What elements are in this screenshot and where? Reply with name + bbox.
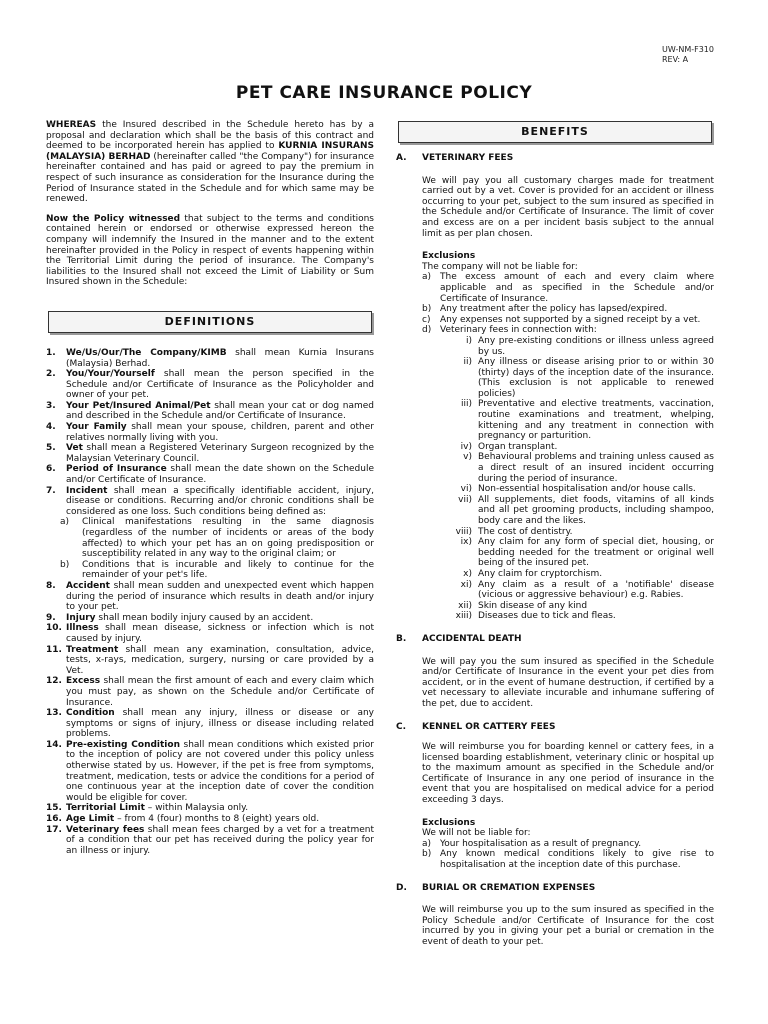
- definition-term: Excess: [66, 676, 101, 687]
- definition-meaning: shall mean your spouse, children, parent and other relatives normally living with you.: [66, 422, 374, 443]
- revision: REV: A: [662, 55, 689, 64]
- exclusions-c-intro: We will not be liable for:: [422, 828, 531, 839]
- exclusion-item-text: Veterinary fees in connection with:: [440, 325, 597, 336]
- exclusion-roman-item: [422, 336, 714, 357]
- definition-text: [66, 486, 374, 518]
- exclusion-roman-item-text: Skin disease of any kind: [478, 600, 588, 611]
- exclusions-a-list: [422, 272, 714, 336]
- definition-term: Vet: [66, 443, 83, 454]
- exclusion-item-number: d): [422, 325, 432, 336]
- section-a-body: We will pay you all customary charges made for treatment carried out by a vet. Cover is provided for an accident or illness occurring to your pet, subject to the sum insured as specified in the Schedule and/or Certificate of Insurance. The limit of cover and excess are on a per incident basis subject to the annual limit as per plan chosen.: [422, 175, 714, 239]
- definitions-list-continued: [46, 581, 374, 856]
- form-code: UW-NM-F310: [662, 45, 714, 54]
- exclusion-roman-item: [422, 442, 714, 453]
- definition-number: 12.: [46, 676, 62, 687]
- exclusion-roman-item-number: xi): [460, 579, 472, 590]
- exclusion-roman-item: [422, 399, 714, 441]
- incident-sub-number: b): [60, 559, 70, 570]
- section-b-body: We will pay you the sum insured as specified in the Schedule and/or Certificate of Insurance in the event your pet dies from accident, or in the event of humane destruction, if certified by a vet necessary to alleviate incurable and inhumane suffering of the pet, due to accident.: [422, 656, 714, 709]
- exclusion-item: [422, 315, 714, 326]
- exclusion-roman-item-text: Any claim for any form of special diet, housing, or bedding needed for the treatment or original well being of the insured pet.: [478, 537, 714, 569]
- definition-text: [66, 369, 374, 401]
- definition-term: Condition: [66, 708, 115, 719]
- exclusion-roman-item-text: Behavioural problems and training unless caused as a direct result of an insured incident occurring during the period of insurance.: [478, 452, 714, 484]
- exclusion-roman-item-number: v): [463, 452, 472, 463]
- definition-text: [66, 581, 374, 613]
- company-name: KURNIA INSURANS (MALAYSIA) BERHAD: [46, 141, 374, 162]
- kennel-exclusion-item-number: a): [422, 838, 432, 849]
- exclusion-roman-item-number: i): [465, 335, 472, 346]
- definition-meaning: shall mean bodily injury caused by an accident.: [95, 612, 314, 623]
- exclusion-roman-item-text: All supplements, diet foods, vitamins of all kinds and all pet grooming products, including shampoo, body care and the likes.: [478, 494, 714, 526]
- exclusion-item-text: The excess amount of each and every claim where applicable and as specified in the Schedule and/or Certificate of Insurance.: [440, 272, 714, 304]
- incident-sub-item: [60, 560, 374, 581]
- section-c-exclusions: [396, 818, 714, 871]
- definition-text: [66, 443, 374, 464]
- section-d-body: We will reimburse you up to the sum insured as specified in the Policy Schedule and/or Certificate of Insurance for the cost incurred by you in giving your pet a burial or cremation in the event of death to your pet.: [422, 905, 714, 947]
- section-b-title: ACCIDENTAL DEATH: [422, 633, 522, 644]
- definition-number: 6.: [46, 464, 56, 475]
- definition-number: 15.: [46, 803, 62, 814]
- definition-meaning: shall mean the date shown on the Schedule and/or Certificate of Insurance.: [66, 464, 375, 486]
- section-c-heading: [396, 722, 714, 733]
- definition-number: 5.: [46, 443, 56, 454]
- right-column: [396, 120, 714, 948]
- definition-text: [66, 803, 374, 814]
- definition-meaning: shall mean your cat or dog named and described in the Schedule and/or Certificate of Insurance.: [66, 400, 374, 422]
- definition-item: [46, 486, 374, 518]
- definition-number: 11.: [46, 644, 62, 655]
- definition-item: [46, 708, 374, 740]
- kennel-exclusion-item-text: Your hospitalisation as a result of pregnancy.: [440, 838, 642, 849]
- definition-term: Accident: [66, 580, 110, 591]
- exclusions-c-heading: Exclusions: [422, 817, 476, 828]
- exclusion-item: [422, 304, 714, 315]
- definition-meaning: shall mean Kurnia Insurans (Malaysia) Berhad.: [66, 347, 374, 369]
- incident-sub-text: Conditions that is incurable and likely to continue for the remainder of your pet's life.: [82, 559, 374, 581]
- kennel-exclusion-item-number: b): [422, 849, 432, 860]
- definition-number: 1.: [46, 347, 56, 358]
- exclusion-roman-item: [422, 537, 714, 569]
- exclusion-roman-item-text: Any illness or disease arising prior to or within 30 (thirty) days of the inception date of the insurance. (This exclusion is not applicable to renewed policies): [478, 357, 714, 399]
- definition-term: Injury: [66, 612, 96, 623]
- exclusion-roman-item: [422, 357, 714, 399]
- definition-item: [46, 814, 374, 825]
- section-a-heading: [396, 153, 714, 164]
- definition-item: [46, 422, 374, 443]
- definition-term: We/Us/Our/The Company/KIMB: [66, 347, 227, 358]
- exclusion-roman-item-number: x): [463, 568, 472, 579]
- definition-text: [66, 401, 374, 422]
- definition-item: [46, 401, 374, 422]
- definition-text: [66, 825, 374, 857]
- definition-number: 9.: [46, 612, 56, 623]
- definition-item: [46, 348, 374, 369]
- definition-term: Incident: [66, 485, 108, 496]
- definition-term: Period of Insurance: [66, 464, 167, 475]
- definition-number: 8.: [46, 580, 56, 591]
- exclusion-item-number: a): [422, 272, 432, 283]
- exclusion-roman-item: [422, 569, 714, 580]
- exclusions-c-list: [422, 839, 714, 871]
- definition-meaning: – within Malaysia only.: [144, 803, 249, 814]
- definition-term: Veterinary fees: [66, 824, 145, 835]
- preamble-witnessed: [46, 214, 374, 288]
- section-a-exclusions: [396, 251, 714, 622]
- definition-text: [66, 464, 374, 485]
- whereas-label: WHEREAS: [46, 120, 97, 130]
- definition-meaning: shall mean any examination, consultation, advice, tests, x-rays, medication, surgery, nursing or care provided by a Vet.: [66, 644, 374, 676]
- section-d-title: BURIAL OR CREMATION EXPENSES: [422, 882, 596, 893]
- definition-item: [46, 613, 374, 624]
- definitions-list: [46, 348, 374, 518]
- exclusions-a-roman-list: [422, 336, 714, 622]
- definition-term: Treatment: [66, 644, 119, 655]
- definition-meaning: shall mean the first amount of each and every claim which you must pay, as shown on the Schedule and/or Certificate of Insurance.: [66, 676, 374, 708]
- definition-meaning: shall mean fees charged by a vet for a treatment of a condition that our pet has received during the policy year for an illness or injury.: [66, 824, 374, 856]
- exclusion-roman-item-text: Any pre-existing conditions or illness unless agreed by us.: [478, 335, 714, 357]
- definition-number: 16.: [46, 814, 62, 825]
- definitions-heading: DEFINITIONS: [48, 311, 372, 333]
- definition-meaning: shall mean the person specified in the Schedule and/or Certificate of Insurance as the Policyholder and owner of your pet.: [66, 369, 374, 401]
- exclusion-roman-item-text: Organ transplant.: [478, 441, 558, 452]
- definition-text: [66, 814, 374, 825]
- definition-term: Age Limit: [66, 814, 115, 825]
- exclusion-roman-item: [422, 527, 714, 538]
- exclusion-roman-item-text: Non-essential hospitalisation and/or house calls.: [478, 484, 696, 495]
- definition-number: 4.: [46, 422, 56, 433]
- section-b-number: B.: [396, 633, 407, 644]
- section-c-body: We will reimburse you for boarding kennel or cattery fees, in a licensed boarding establishment, veterinary clinic or hospital up to the maximum amount as specified in the Schedule and/or Certificate of Insurance in any one period of insurance in the event that you are hospitalised on medical advice for a period exceeding 3 days.: [422, 742, 714, 806]
- definition-number: 2.: [46, 369, 56, 380]
- exclusion-item: [422, 272, 714, 304]
- section-d-heading: [396, 883, 714, 894]
- exclusions-a-heading: Exclusions: [422, 251, 476, 262]
- section-a-number: A.: [396, 153, 407, 163]
- whereas-text: the Insured described in the Schedule hereto has by a proposal and declaration which shall be the basis of this contract and deemed to be incorporated herein has applied to: [46, 120, 374, 152]
- exclusion-roman-item-number: ix): [460, 537, 472, 548]
- benefits-heading: BENEFITS: [398, 121, 712, 143]
- definition-number: 17.: [46, 824, 62, 835]
- incident-sub-item: [60, 517, 374, 559]
- definition-term: Territorial Limit: [66, 803, 145, 814]
- definition-meaning: shall mean conditions which existed prior to the inception of policy are not covered under this policy unless otherwise stated by us. However, if the pet is free from symptoms, treatment, medication, tests or advice the conditions for a period of one continuous year at the inception date of cover the condition would be eligible for cover.: [66, 739, 374, 803]
- exclusion-roman-item-text: Any claim as a result of a 'notifiable' disease (vicious or aggressive behaviour) e.g. Rabies.: [478, 579, 714, 601]
- definition-item: [46, 825, 374, 857]
- definition-item: [46, 803, 374, 814]
- definition-item: [46, 623, 374, 644]
- exclusion-roman-item-number: xiii): [455, 611, 472, 622]
- exclusion-roman-item: [422, 601, 714, 612]
- exclusion-roman-item-text: Preventative and elective treatments, vaccination, routine examinations and treatment, whelping, kittening and any treatment in connection with pregnancy or parturition.: [478, 399, 714, 442]
- exclusion-roman-item: [422, 580, 714, 601]
- definition-item: [46, 464, 374, 485]
- exclusion-roman-item-text: The cost of dentistry.: [478, 526, 573, 537]
- exclusions-a-intro: The company will not be liable for:: [422, 261, 578, 272]
- definition-term: Pre-existing Condition: [66, 739, 180, 750]
- definition-text: [66, 613, 374, 624]
- exclusion-item-text: Any expenses not supported by a signed receipt by a vet.: [440, 314, 701, 325]
- exclusion-item-number: b): [422, 304, 432, 315]
- exclusion-roman-item: [422, 495, 714, 527]
- definition-item: [46, 443, 374, 464]
- definition-text: [66, 623, 374, 644]
- definition-number: 13.: [46, 708, 62, 719]
- incident-sublist: [46, 517, 374, 581]
- left-column: [46, 120, 374, 856]
- exclusion-roman-item-number: viii): [455, 526, 472, 537]
- definition-item: [46, 369, 374, 401]
- exclusion-roman-item-number: iii): [460, 399, 472, 410]
- incident-sub-number: a): [60, 517, 70, 528]
- whereas-text-2: (hereinafter called "the Company") for insurance hereinafter contained and has paid or agreed to pay the premium in respect of such insurance as consideration for the Insurance during the Period of Insurance stated in the Schedule and for which same may be renewed.: [46, 151, 375, 205]
- definition-meaning: – from 4 (four) months to 8 (eight) years old.: [114, 814, 320, 825]
- exclusion-roman-item-number: vi): [460, 484, 472, 495]
- exclusion-roman-item-number: vii): [458, 494, 472, 505]
- section-c-number: C.: [396, 721, 407, 732]
- witnessed-text: that subject to the terms and conditions contained herein or endorsed or otherwise expressed hereon the company will indemnify the Insured in the manner and to the extent hereinafter provided in the Policy in respect of events happening within the Territorial Limit during the period of insurance. The Company's liabilities to the Insured shall not exceed the Limit of Liability or Sum Insured shown in the Schedule:: [46, 213, 375, 288]
- definition-number: 3.: [46, 400, 56, 411]
- definition-term: You/Your/Yourself: [66, 369, 155, 380]
- page-title: PET CARE INSURANCE POLICY: [235, 83, 533, 103]
- incident-sub-text: Clinical manifestations resulting in the same diagnosis (regardless of the number of incidents or areas of the body affected) to which your pet has an on going predisposition or susceptibility related in any way to the original claim; or: [82, 517, 374, 560]
- definition-text: [66, 708, 374, 740]
- definition-meaning: shall mean any injury, illness or disease or any symptoms or signs of injury, illness or disease including related problems.: [66, 708, 374, 740]
- definition-number: 14.: [46, 739, 62, 750]
- definition-item: [46, 581, 374, 613]
- definition-text: [66, 645, 374, 677]
- preamble-whereas: [46, 120, 374, 205]
- exclusion-item: [422, 325, 714, 336]
- kennel-exclusion-item: [422, 849, 714, 870]
- exclusion-roman-item-text: Any claim for cryptorchism.: [478, 568, 603, 579]
- exclusion-item-text: Any treatment after the policy has lapsed/expired.: [440, 304, 668, 315]
- definition-meaning: shall mean disease, sickness or infection which is not caused by injury.: [66, 623, 374, 644]
- definition-text: [66, 348, 374, 369]
- exclusion-roman-item-number: ii): [463, 357, 472, 368]
- definition-number: 7.: [46, 485, 56, 496]
- exclusion-roman-item-text: Diseases due to tick and fleas.: [478, 611, 616, 622]
- definition-item: [46, 676, 374, 708]
- kennel-exclusion-item: [422, 839, 714, 850]
- section-b-heading: [396, 634, 714, 645]
- definition-meaning: shall mean a Registered Veterinary Surgeon recognized by the Malaysian Veterinary Council.: [66, 443, 374, 464]
- section-a-title: VETERINARY FEES: [422, 153, 514, 163]
- definition-term: Your Pet/Insured Animal/Pet: [66, 400, 211, 411]
- section-c-title: KENNEL OR CATTERY FEES: [422, 721, 556, 732]
- definition-meaning: shall mean a specifically identifiable accident, injury, disease or conditions. Recurring and/or chronic conditions shall be considered as one loss. Such conditions being defined as:: [66, 485, 374, 517]
- exclusion-roman-item: [422, 611, 714, 622]
- kennel-exclusion-item-text: Any known medical conditions likely to give rise to hospitalisation at the inception date of this purchase.: [440, 849, 714, 871]
- section-d-number: D.: [396, 882, 407, 893]
- definition-text: [66, 740, 374, 804]
- definition-item: [46, 645, 374, 677]
- definition-term: Illness: [66, 623, 99, 634]
- definition-text: [66, 422, 374, 443]
- definition-number: 10.: [46, 623, 62, 634]
- exclusion-roman-item-number: xii): [458, 600, 472, 611]
- definition-text: [66, 676, 374, 708]
- exclusion-item-number: c): [422, 314, 431, 325]
- definition-term: Your Family: [66, 422, 127, 433]
- document-reference: [662, 45, 714, 65]
- exclusion-roman-item-number: iv): [460, 441, 472, 452]
- exclusion-roman-item: [422, 452, 714, 484]
- exclusion-roman-item: [422, 484, 714, 495]
- definition-meaning: shall mean sudden and unexpected event which happen during the period of insurance which results in death and/or injury to your pet.: [66, 580, 374, 613]
- witnessed-label: Now the Policy witnessed: [46, 213, 181, 224]
- definition-item: [46, 740, 374, 804]
